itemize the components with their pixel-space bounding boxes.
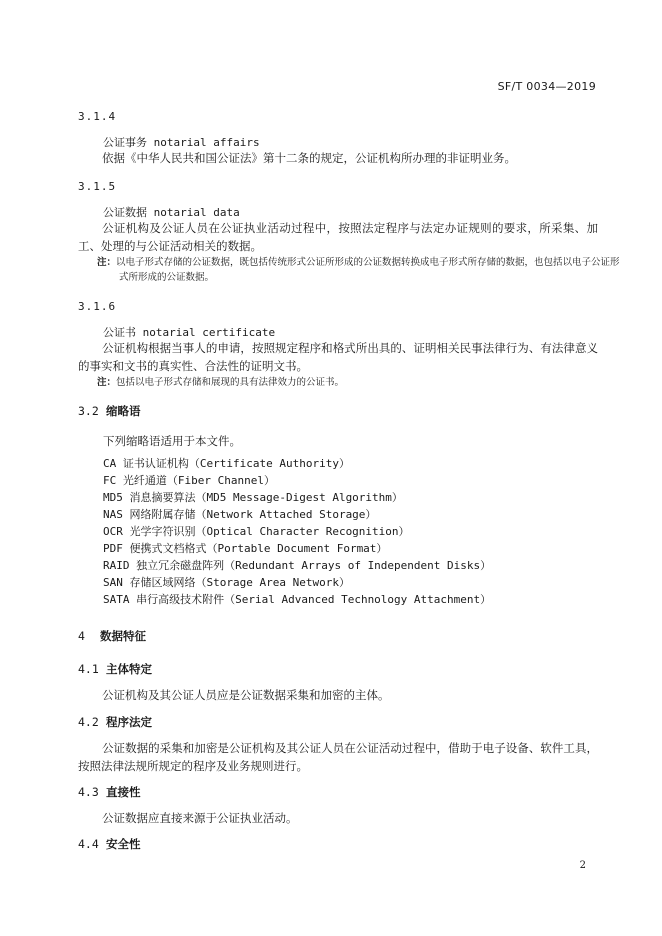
standard-code: SF/T 0034—2019: [497, 80, 596, 93]
section-number: 4: [78, 629, 85, 643]
subsection-title: 直接性: [106, 785, 141, 799]
note-label: 注：: [97, 377, 117, 388]
subsection-text-4-3: 公证数据应直接来源于公证执业活动。: [102, 811, 298, 825]
section-title: 缩略语: [106, 404, 141, 418]
subsection-text-4-1: 公证机构及其公证人员应是公证数据采集和加密的主体。: [102, 688, 390, 702]
subsection-text-4-2: 公证数据的采集和加密是公证机构及其公证人员在公证活动过程中，借助于电子设备、软件工具，按照法律法规所规定的程序及业务规则进行。: [78, 741, 598, 773]
subsection-number: 4.4: [78, 837, 99, 851]
term-notarial-data: 公证数据 notarial data: [103, 206, 240, 219]
clause-number-3-1-4: 3.1.4: [78, 110, 117, 123]
note-label: 注：: [97, 257, 117, 268]
clause-number-3-1-5: 3.1.5: [78, 180, 117, 193]
note-notarial-data: [97, 255, 622, 285]
abbreviation-item: NAS 网络附属存储（Network Attached Storage）: [103, 508, 377, 521]
page-number: 2: [579, 860, 586, 871]
abbreviations-intro: 下列缩略语适用于本文件。: [103, 434, 241, 448]
definition-notarial-affairs: 依据《中华人民共和国公证法》第十二条的规定，公证机构所办理的非证明业务。: [102, 151, 516, 165]
definition-notarial-certificate: 公证机构根据当事人的申请，按照规定程序和格式所出具的、证明相关民事法律行为、有法律意义的事实和文书的真实性、合法性的证明文书。: [78, 341, 598, 373]
abbreviation-item: RAID 独立冗余磁盘阵列（Redundant Arrays of Independent Disks）: [103, 559, 492, 572]
abbreviation-item: OCR 光学字符识别（Optical Character Recognition）: [103, 525, 410, 538]
term-notarial-certificate: 公证书 notarial certificate: [103, 326, 276, 339]
subsection-heading-4-2: [78, 714, 152, 730]
subsection-number: 4.1: [78, 662, 99, 676]
section-heading-4: [78, 628, 146, 644]
subsection-heading-4-4: [78, 836, 141, 852]
subsection-number: 4.3: [78, 785, 99, 799]
section-heading-3-2: [78, 403, 141, 419]
clause-number-3-1-6: 3.1.6: [78, 300, 117, 313]
subsection-heading-4-3: [78, 784, 141, 800]
section-number: 3.2: [78, 404, 99, 418]
subsection-heading-4-1: [78, 661, 152, 677]
term-notarial-affairs: 公证事务 notarial affairs: [103, 136, 260, 149]
abbreviation-item: CA 证书认证机构（Certificate Authority）: [103, 457, 350, 470]
note-text: 以电子形式存储的公证数据，既包括传统形式公证所形成的公证数据转换成电子形式所存储的数据，也包括以电子公证形式所形成的公证数据。: [116, 257, 620, 283]
section-title: 数据特征: [100, 629, 146, 643]
subsection-title: 安全性: [106, 837, 141, 851]
abbreviation-item: PDF 便携式文档格式（Portable Document Format）: [103, 542, 388, 555]
note-notarial-certificate: [97, 375, 622, 390]
subsection-title: 程序法定: [106, 715, 152, 729]
subsection-number: 4.2: [78, 715, 99, 729]
subsection-title: 主体特定: [106, 662, 152, 676]
abbreviation-item: SAN 存储区域网络（Storage Area Network）: [103, 576, 350, 589]
abbreviation-item: MD5 消息摘要算法（MD5 Message-Digest Algorithm）: [103, 491, 403, 504]
abbreviation-item: SATA 串行高级技术附件（Serial Advanced Technology Attachment）: [103, 593, 492, 606]
abbreviation-item: FC 光纤通道（Fiber Channel）: [103, 474, 275, 487]
definition-notarial-data: 公证机构及公证人员在公证执业活动过程中，按照法定程序与法定办证规则的要求，所采集、加工、处理的与公证活动相关的数据。: [78, 221, 598, 253]
note-text: 包括以电子形式存储和展现的具有法律效力的公证书。: [116, 377, 345, 388]
